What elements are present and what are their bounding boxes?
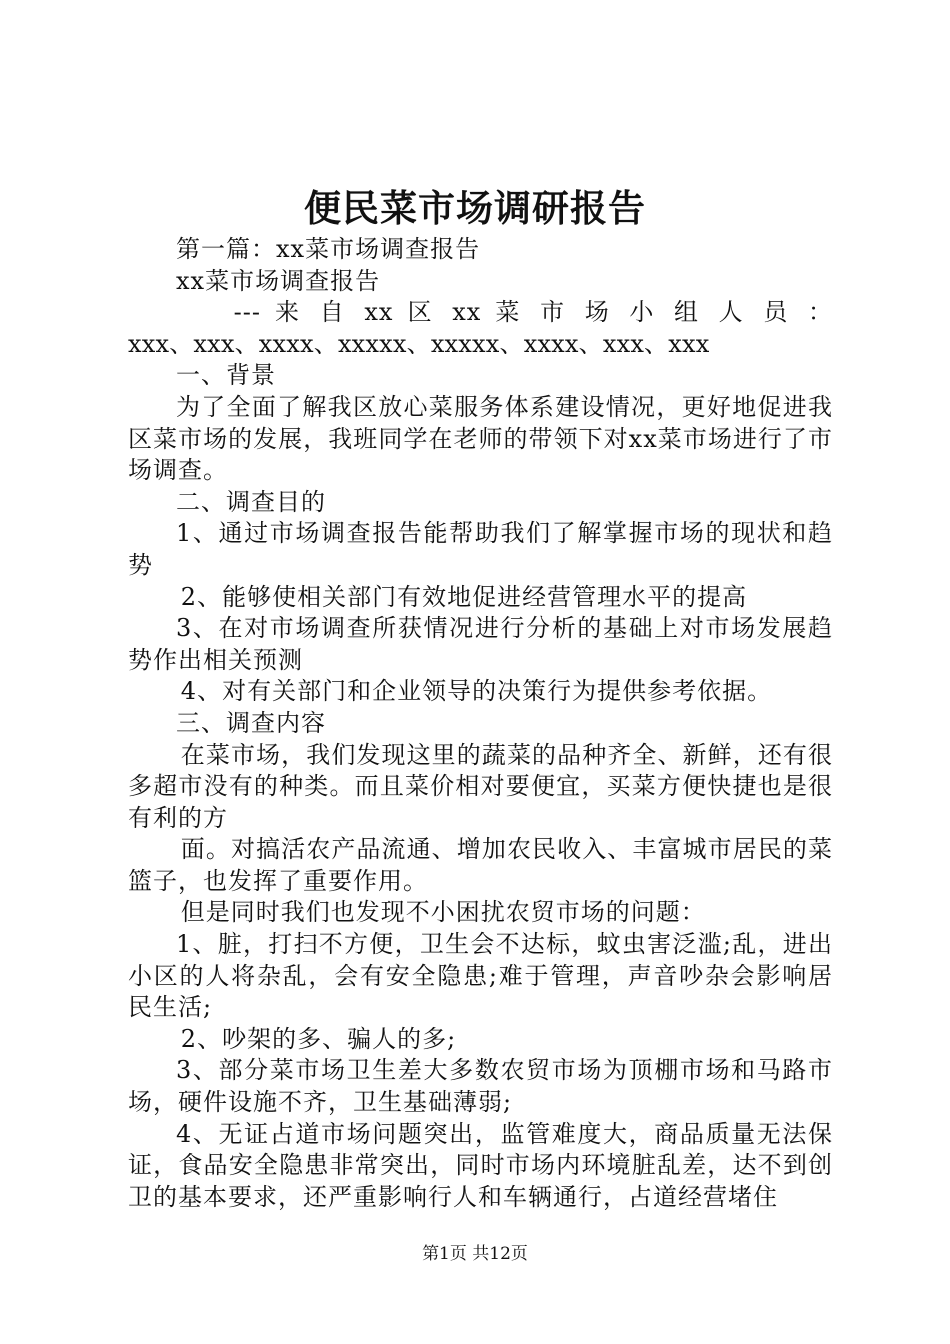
section-heading: 一、背景 — [176, 361, 276, 390]
list-item: 3、在对市场调查所获情况进行分析的基础上对市场发展趋势作出相关预测 — [128, 614, 833, 674]
list-item: 2、吵架的多、骗人的多; — [180, 1024, 457, 1053]
document-title: 便民菜市场调研报告 — [304, 186, 646, 230]
section-heading: 三、调查内容 — [176, 708, 326, 737]
paragraph-member-names: xxx、xxx、xxxx、xxxxx、xxxxx、xxxx、xxx、xxx — [128, 329, 710, 358]
list-item: 4、对有关部门和企业领导的决策行为提供参考依据。 — [180, 677, 773, 706]
paragraph: 在菜市场，我们发现这里的蔬菜的品种齐全、新鲜，还有很多超市没有的种类。而且菜价相对要便宜，买菜方便快捷也是很有利的方 — [128, 740, 833, 832]
paragraph: xx菜市场调查报告 — [176, 266, 381, 295]
section-heading: 二、调查目的 — [176, 487, 326, 516]
list-item: 3、部分菜市场卫生差大多数农贸市场为顶棚市场和马路市场，硬件设施不齐，卫生基础薄弱; — [128, 1056, 833, 1117]
list-item: 1、脏，打扫不方便，卫生会不达标，蚊虫害泛滥;乱，进出小区的人将杂乱，会有安全隐患;难于管理，声音吵杂会影响居民生活; — [128, 930, 833, 1022]
paragraph: 面。对搞活农产品流通、增加农民收入、丰富城市居民的菜篮子，也发挥了重要作用。 — [128, 835, 833, 895]
list-item: 4、无证占道市场问题突出，监管难度大，商品质量无法保证，食品安全隐患非常突出，同时市场内环境脏乱差，达不到创卫的基本要求，还严重影响行人和车辆通行，占道经营堵住 — [128, 1119, 833, 1211]
list-item: 2、能够使相关部门有效地促进经营管理水平的提高 — [180, 582, 748, 611]
paragraph: 为了全面了解我区放心菜服务体系建设情况，更好地促进我区菜市场的发展，我班同学在老师的带领下对xx菜市场进行了市场调查。 — [128, 392, 833, 485]
paragraph-source-line: --- 来 自 xx 区 xx 菜 市 场 小 组 人 员 ： — [233, 298, 833, 327]
paragraph: 但是同时我们也发现不小困扰农贸市场的问题： — [180, 898, 706, 927]
page-number-footer: 第1页 共12页 — [422, 1244, 528, 1264]
paragraph: 第一篇：xx菜市场调查报告 — [176, 235, 481, 263]
document-body — [128, 234, 833, 1213]
list-item: 1、通过市场调查报告能帮助我们了解掌握市场的现状和趋势 — [128, 519, 833, 579]
